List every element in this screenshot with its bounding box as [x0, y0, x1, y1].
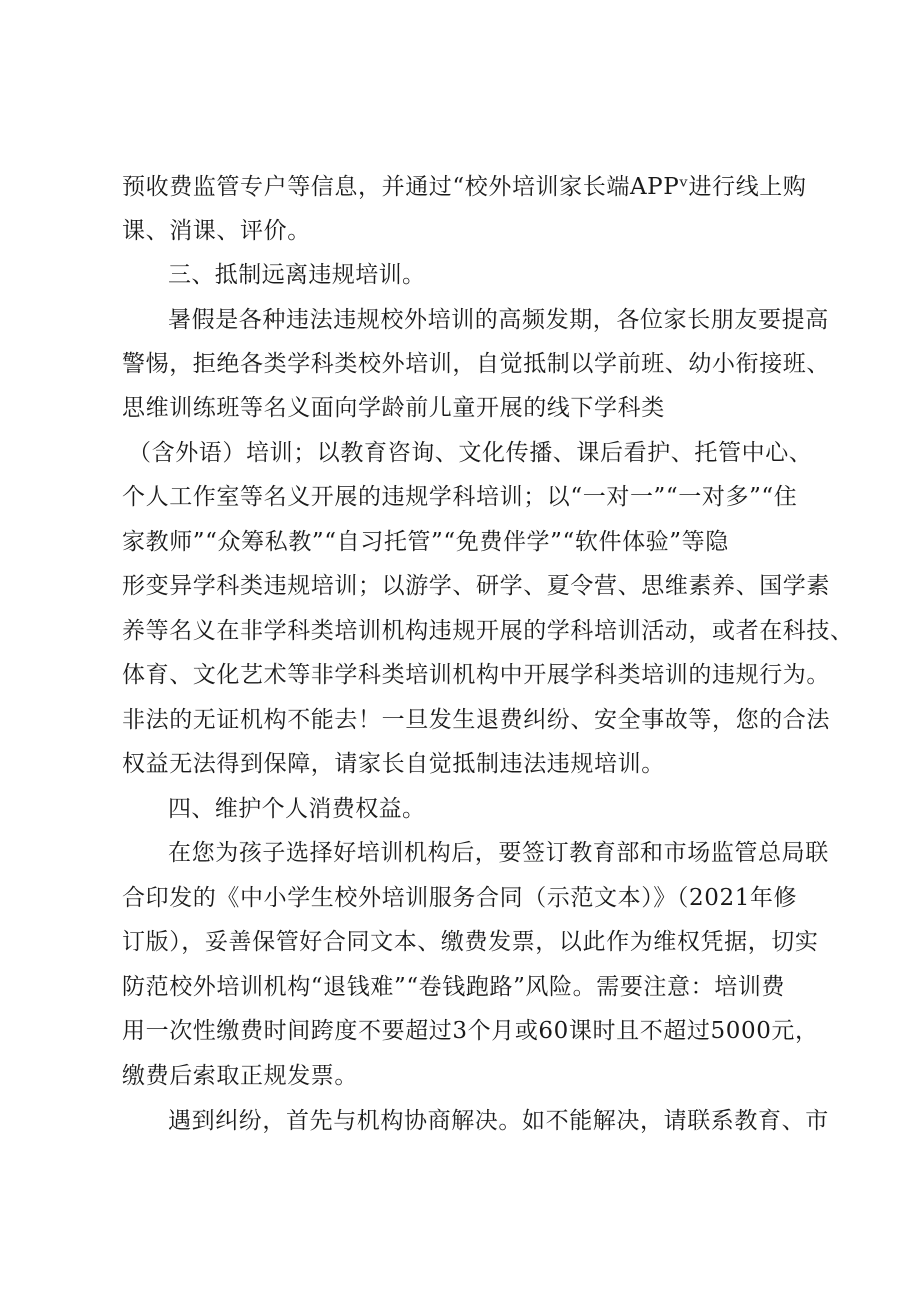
body-text-line: 课、消课、评价。 — [122, 218, 311, 244]
paragraph-start-line: 在您为孩子选择好培训机构后，要签订教育部和市场监管总局联 — [168, 840, 829, 866]
body-text-line: 权益无法得到保障，请家长自觉抵制违法违规培训。 — [122, 751, 665, 777]
body-text-line: 思维训练班等名义面向学龄前儿童开展的线下学科类 — [122, 395, 665, 421]
paragraph-start-line: 暑假是各种违法违规校外培训的高频发期，各位家长朋友要提高 — [168, 307, 829, 333]
section-heading-4: 四、维护个人消费权益。 — [168, 796, 426, 822]
body-text-line: 防范校外培训机构“退钱难”“卷钱跑路”风险。需要注意：培训费 — [122, 974, 786, 1000]
body-text-line: （含外语）培训；以教育咨询、文化传播、课后看护、托管中心、 — [128, 440, 813, 466]
body-text-line: 非法的无证机构不能去！一旦发生退费纠纷、安全事故等，您的合法 — [122, 707, 830, 733]
body-text-line: 用一次性缴费时间跨度不要超过3个月或60课时且不超过5000元， — [122, 1018, 819, 1044]
body-text-line: 个人工作室等名义开展的违规学科培训；以“一对一”“一对多”“住 — [122, 484, 798, 510]
section-heading-3: 三、抵制远离违规培训。 — [168, 262, 426, 288]
body-text-line: 合印发的《中小学生校外培训服务合同（示范文本）》（2021年修 — [122, 885, 798, 911]
body-text-line: 家教师”“众筹私教”“自习托管”“免费伴学”“软件体验”等隐 — [122, 529, 729, 555]
body-text-line: 形变异学科类违规培训；以游学、研学、夏令营、思维素养、国学素 — [122, 573, 830, 599]
body-text-line: 养等名义在非学科类培训机构违规开展的学科培训活动，或者在科技、 — [122, 618, 854, 644]
body-text-line: 警惕，拒绝各类学科类校外培训，自觉抵制以学前班、幼小衔接班、 — [122, 351, 830, 377]
paragraph-start-line: 遇到纠纷，首先与机构协商解决。如不能解决，请联系教育、市 — [168, 1108, 829, 1134]
body-text-line: 体育、文化艺术等非学科类培训机构中开展学科类培训的违规行为。 — [122, 662, 830, 688]
body-text-line: 预收费监管专户等信息，并通过“校外培训家长端APPᵛ进行线上购 — [122, 174, 807, 200]
body-text-line: 缴费后索取正规发票。 — [122, 1063, 358, 1089]
body-text-line: 订版），妥善保管好合同文本、缴费发票，以此作为维权凭据，切实 — [122, 929, 819, 955]
